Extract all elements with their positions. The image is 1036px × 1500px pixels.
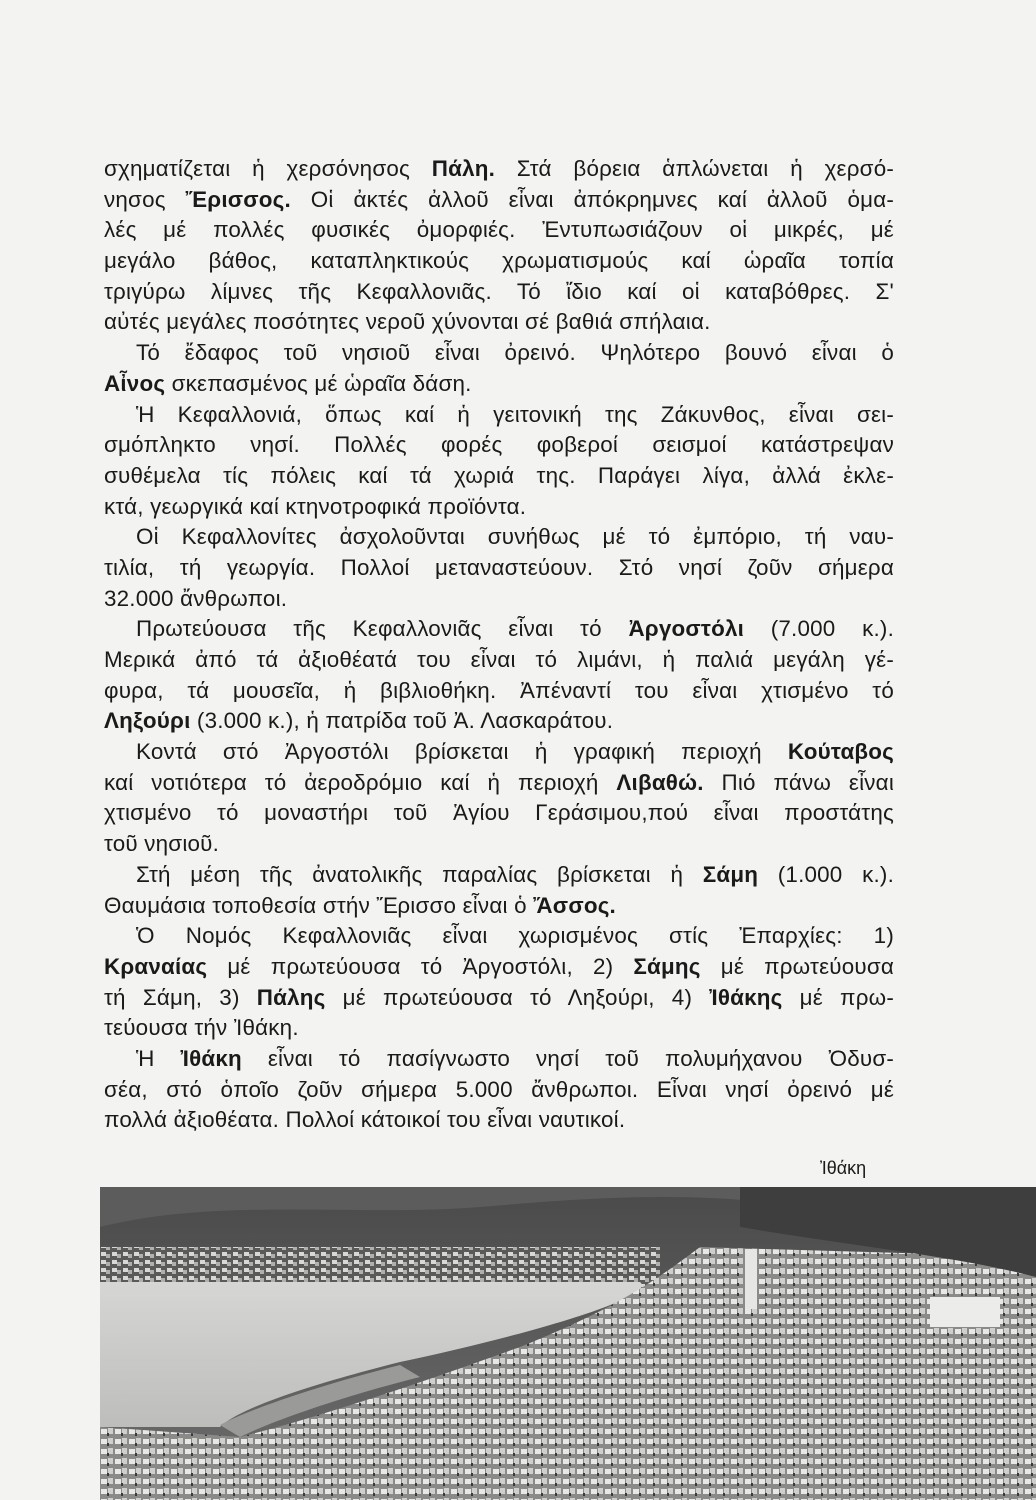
text-run: Πιό πάνω εἶναι bbox=[703, 769, 894, 795]
paragraph bbox=[104, 154, 894, 338]
text-run: Μερικά ἀπό τά ἀξιοθέατά του εἶναι τό λιμάνι, ἡ παλιά μεγάλη γέ- bbox=[104, 647, 894, 672]
text-line bbox=[104, 645, 894, 676]
text-run: τή Σάμη, 3) bbox=[104, 984, 257, 1010]
text-line bbox=[104, 338, 894, 369]
text-line bbox=[104, 185, 894, 216]
text-line bbox=[104, 1013, 894, 1044]
church-tower bbox=[745, 1249, 757, 1309]
bold-place-name: Κούταβος bbox=[787, 739, 894, 765]
photo-caption: Ἰθάκη bbox=[820, 1158, 867, 1178]
text-line bbox=[104, 584, 894, 615]
text-run: νησος bbox=[104, 186, 186, 212]
text-run: κτά, γεωργικά καί κτηνοτροφικά προϊόντα. bbox=[104, 493, 527, 519]
text-line bbox=[104, 983, 894, 1014]
text-run: συθέμελα τίς πόλεις καί τά χωριά της. Παράγει λίγα, ἀλλά ἐκλε- bbox=[104, 462, 894, 488]
text-line bbox=[104, 1075, 894, 1106]
bold-place-name: Αἶνος bbox=[104, 370, 166, 396]
text-run: χτισμένο τό μοναστήρι τοῦ Ἁγίου Γεράσιμου,πού εἶναι προστάτης bbox=[104, 800, 894, 826]
text-run: πολλά ἀξιοθέατα. Πολλοί κάτοικοί του εἶναι ναυτικοί. bbox=[104, 1107, 626, 1133]
bold-place-name: Ἄσσος. bbox=[533, 892, 616, 918]
text-run: (1.000 κ.). bbox=[758, 861, 894, 887]
text-run: Κοντά στό Ἀργοστόλι βρίσκεται ἡ γραφική περιοχή bbox=[136, 739, 788, 765]
text-run: (7.000 κ.). bbox=[744, 616, 894, 642]
text-line bbox=[104, 430, 894, 461]
text-line bbox=[104, 768, 894, 799]
bold-place-name: Σάμη bbox=[702, 861, 759, 887]
text-run: αὐτές μεγάλες ποσότητες νεροῦ χύνονται σέ βαθιά σπήλαια. bbox=[104, 309, 711, 335]
bold-place-name: Ἰθάκη bbox=[180, 1045, 242, 1071]
text-line bbox=[104, 1044, 894, 1075]
text-line bbox=[104, 400, 894, 431]
text-run: λές μέ πολλές φυσικές ὀμορφιές. Ἐντυπωσιάζουν οἱ μικρές, μέ bbox=[104, 217, 894, 243]
text-line bbox=[104, 1105, 894, 1136]
text-run: (3.000 κ.), ἡ πατρίδα τοῦ Ἀ. Λασκαράτου. bbox=[190, 708, 614, 734]
bold-place-name: Ἔρισσος. bbox=[185, 186, 291, 212]
bold-place-name: Ληξούρι bbox=[104, 708, 191, 734]
text-line bbox=[104, 154, 894, 185]
text-line bbox=[104, 952, 894, 983]
text-line bbox=[104, 614, 894, 645]
bold-place-name: Πάλη. bbox=[431, 156, 496, 181]
bold-place-name: Λιβαθώ. bbox=[616, 769, 704, 795]
bold-place-name: Πάλης bbox=[256, 984, 326, 1010]
text-line bbox=[104, 676, 894, 707]
text-run: τοῦ νησιοῦ. bbox=[104, 831, 220, 857]
text-run: Τό ἔδαφος τοῦ νησιοῦ εἶναι ὀρεινό. Ψηλότερο βουνό εἶναι ὁ bbox=[136, 340, 894, 366]
white-building bbox=[930, 1297, 1000, 1327]
paragraph bbox=[104, 338, 894, 399]
text-line bbox=[104, 737, 894, 768]
text-line bbox=[104, 891, 894, 922]
paragraph bbox=[104, 860, 894, 921]
text-run: Ἡ bbox=[136, 1045, 181, 1071]
text-line bbox=[104, 829, 894, 860]
text-run: μέ πρωτεύουσα τό Ληξούρι, 4) bbox=[325, 984, 710, 1010]
text-line bbox=[104, 860, 894, 891]
text-run: μέ πρω- bbox=[782, 984, 894, 1010]
text-run: μέ πρωτεύουσα τό Ἀργοστόλι, 2) bbox=[207, 953, 634, 979]
text-run: Πρωτεύουσα τῆς Κεφαλλονιᾶς εἶναι τό bbox=[136, 616, 629, 642]
text-line bbox=[104, 798, 894, 829]
bold-place-name: Ἰθάκης bbox=[709, 984, 783, 1010]
paragraph bbox=[104, 522, 894, 614]
paragraph bbox=[104, 614, 894, 737]
text-line bbox=[104, 461, 894, 492]
text-run: Οἱ Κεφαλλονίτες ἀσχολοῦνται συνήθως μέ τό ἐμπόριο, τή ναυ- bbox=[136, 524, 894, 550]
bold-place-name: Σάμης bbox=[633, 953, 701, 979]
text-run: Στά βόρεια ἁπλώνεται ἡ χερσό- bbox=[495, 156, 894, 181]
body-text bbox=[104, 154, 894, 1136]
text-line bbox=[104, 921, 894, 952]
text-run: τεύουσα τήν Ἰθάκη. bbox=[104, 1015, 299, 1041]
paragraph bbox=[104, 400, 894, 523]
text-run: εἶναι τό πασίγνωστο νησί τοῦ πολυμήχανου Ὀδυσ- bbox=[241, 1045, 894, 1071]
text-line bbox=[104, 492, 894, 523]
text-run: σμόπληκτο νησί. Πολλές φορές φοβεροί σεισμοί κατάστρεψαν bbox=[104, 432, 894, 458]
text-run: τριγύρω λίμνες τῆς Κεφαλλονιᾶς. Τό ἴδιο καί οἱ καταβόθρες. Σ' bbox=[104, 278, 894, 304]
text-run: 32.000 ἄνθρωποι. bbox=[104, 585, 288, 611]
text-line bbox=[104, 706, 894, 737]
text-run: Ὁ Νομός Κεφαλλονιᾶς εἶναι χωρισμένος στίς Ἐπαρχίες: 1) bbox=[136, 923, 894, 949]
text-run: σέα, στό ὁποῖο ζοῦν σήμερα 5.000 ἄνθρωποι. Εἶναι νησί ὀρεινό μέ bbox=[104, 1076, 894, 1102]
text-line bbox=[104, 553, 894, 584]
bold-place-name: Κραναίας bbox=[104, 953, 208, 979]
paragraph bbox=[104, 921, 894, 1044]
text-line bbox=[104, 522, 894, 553]
paragraph bbox=[104, 1044, 894, 1136]
text-run: Στή μέση τῆς ἀνατολικῆς παραλίας βρίσκεται ἡ bbox=[136, 861, 703, 887]
far-shore-town bbox=[100, 1247, 660, 1287]
text-run: τιλία, τή γεωργία. Πολλοί μεταναστεύουν. Στό νησί ζοῦν σήμερα bbox=[104, 554, 894, 580]
text-run: Οἱ ἀκτές ἀλλοῦ εἶναι ἀπόκρημνες καί ἀλλοῦ ὁμα- bbox=[290, 186, 894, 212]
text-run: σχηματίζεται ἡ χερσόνησος bbox=[104, 156, 432, 181]
ithaca-harbor-photo bbox=[100, 1187, 1036, 1500]
text-run: Ἡ Κεφαλλονιά, ὅπως καί ἡ γειτονική της Ζάκυνθος, εἶναι σει- bbox=[136, 401, 894, 427]
text-line bbox=[104, 246, 894, 277]
text-line bbox=[104, 369, 894, 400]
bold-place-name: Ἀργοστόλι bbox=[628, 616, 745, 642]
text-run: μεγάλο βάθος, καταπληκτικούς χρωματισμούς καί ὡραῖα τοπία bbox=[104, 248, 894, 274]
paragraph bbox=[104, 737, 894, 860]
text-run: σκεπασμένος μέ ὡραῖα δάση. bbox=[165, 370, 472, 396]
text-run: Θαυμάσια τοποθεσία στήν Ἔρισσο εἶναι ὁ bbox=[104, 892, 534, 918]
text-line bbox=[104, 215, 894, 246]
text-line bbox=[104, 307, 894, 338]
text-run: καί νοτιότερα τό ἀεροδρόμιο καί ἡ περιοχή bbox=[104, 769, 617, 795]
text-line bbox=[104, 277, 894, 308]
text-run: φυρα, τά μουσεῖα, ἡ βιβλιοθήκη. Ἀπέναντί του εἶναι χτισμένο τό bbox=[104, 677, 894, 703]
text-run: μέ πρωτεύουσα bbox=[700, 953, 894, 979]
